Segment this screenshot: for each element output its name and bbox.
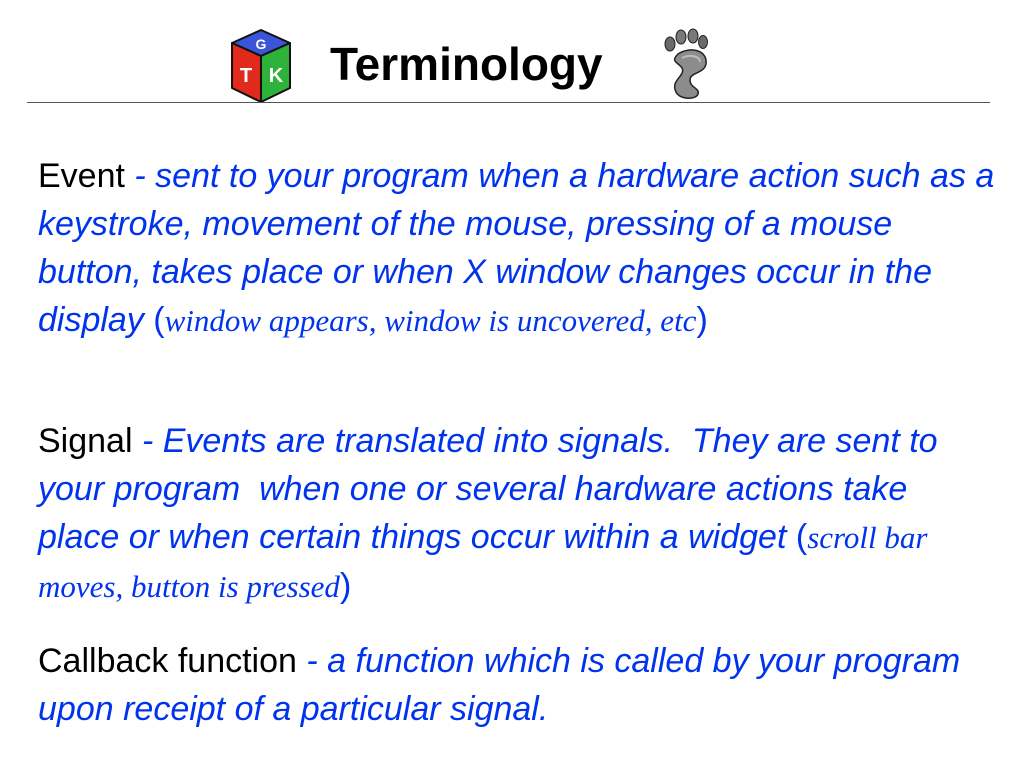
gtk-letter-k: K [268, 65, 284, 87]
signal-paren-close: ) [339, 567, 352, 605]
event-paren-close: ) [696, 301, 708, 339]
slide-title: Terminology [330, 38, 603, 90]
callback-term: Callback function [38, 642, 297, 680]
signal-paren-open: ( [795, 518, 808, 556]
signal-example: scroll bar moves, button is pressed [38, 520, 928, 604]
signal-entry [38, 417, 998, 611]
event-paren-open: ( [153, 301, 165, 339]
event-term: Event [38, 157, 125, 195]
gtk-logo-icon [228, 26, 294, 106]
event-entry [38, 152, 998, 345]
callback-definition: a function which is called by your program upon receipt of a particular signal. [38, 642, 961, 728]
signal-term: Signal [38, 422, 133, 460]
event-example: window appears, window is uncovered, etc [164, 303, 697, 338]
event-definition: sent to your program when a hardware action such as a keystroke, movement of the mouse, pressing of a mouse button, takes place or when X window changes occur in the display [38, 157, 995, 339]
event-separator: - [124, 157, 156, 195]
gtk-letter-g: G [255, 36, 267, 52]
title-divider [27, 102, 990, 103]
gtk-letter-t: T [239, 65, 253, 87]
signal-definition: Events are translated into signals. They are sent to your program when one or several hardware actions take place or when certain things occur within a widget [38, 422, 948, 556]
signal-separator: - [132, 422, 163, 460]
callback-entry [38, 637, 998, 733]
callback-separator: - [296, 642, 328, 680]
gnome-foot-icon [656, 28, 716, 102]
